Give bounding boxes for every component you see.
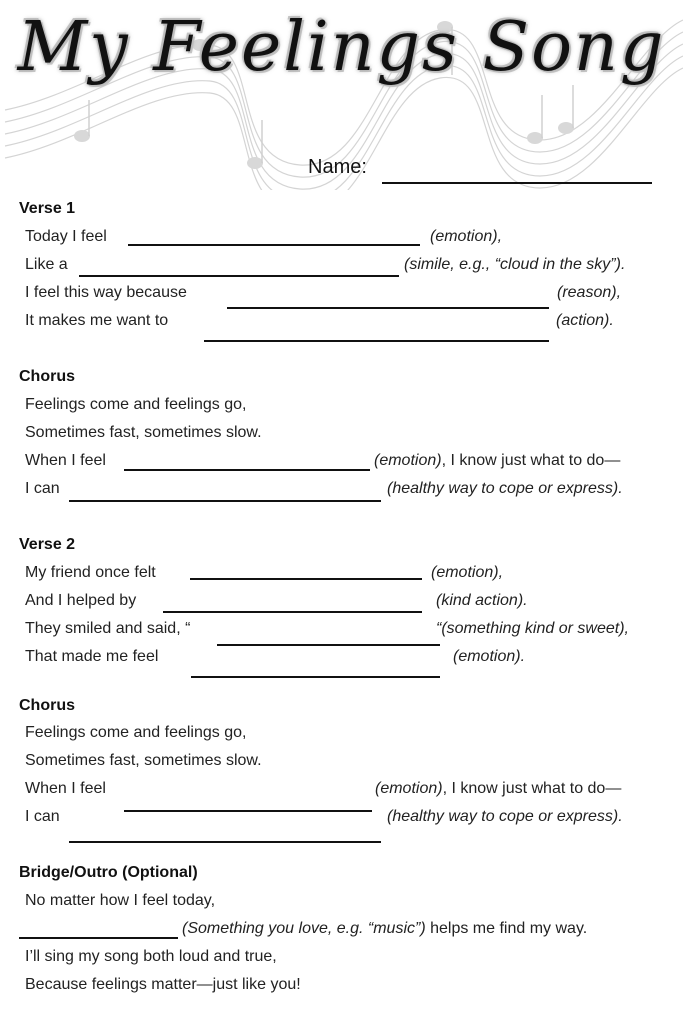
- chorus1-heading: Chorus: [19, 368, 75, 385]
- verse1-line4-hint: (action).: [556, 312, 614, 329]
- chorus1-line4-prefix: I can: [25, 480, 60, 497]
- verse2-line1-prefix: My friend once felt: [25, 564, 156, 581]
- bridge-line4: Because feelings matter—just like you!: [25, 976, 301, 993]
- verse2-kind-action-blank[interactable]: [163, 611, 422, 613]
- verse2-feel-blank[interactable]: [191, 676, 440, 678]
- verse2-line1-hint: (emotion),: [431, 564, 504, 581]
- chorus2-cope-blank[interactable]: [69, 841, 381, 843]
- chorus1-line4-hint: (healthy way to cope or express).: [387, 480, 623, 497]
- verse1-line2-hint: (simile, e.g., “cloud in the sky”).: [404, 256, 626, 273]
- chorus1-line3-suffix: , I know just what to do—: [441, 452, 621, 469]
- verse1-line1-prefix: Today I feel: [25, 228, 107, 245]
- chorus2-line4-hint: (healthy way to cope or express).: [387, 808, 623, 825]
- bridge-line2-suffix: helps me find my way.: [425, 920, 588, 937]
- header: [0, 0, 683, 190]
- bridge-something-blank[interactable]: [19, 937, 178, 939]
- verse2-line2-hint: (kind action).: [436, 592, 528, 609]
- page-title: My Feelings Song: [17, 8, 666, 87]
- chorus1-line3-prefix: When I feel: [25, 452, 106, 469]
- verse1-line3-hint: (reason),: [557, 284, 622, 301]
- bridge-line3: I’ll sing my song both loud and true,: [25, 948, 277, 965]
- verse1-line2-prefix: Like a: [25, 256, 68, 273]
- chorus2-line3-prefix: When I feel: [25, 780, 106, 797]
- verse1-line1-hint: (emotion),: [430, 228, 503, 245]
- verse2-line3-prefix: They smiled and said, “: [25, 620, 191, 637]
- chorus2-line3-suffix: , I know just what to do—: [442, 780, 622, 797]
- name-label: Name:: [308, 156, 367, 178]
- verse1-reason-blank[interactable]: [227, 307, 549, 309]
- bridge-line2-hint: (Something you love, e.g. “music”): [182, 920, 426, 937]
- verse1-emotion-blank[interactable]: [128, 244, 420, 246]
- chorus1-cope-blank[interactable]: [69, 500, 381, 502]
- chorus1-line1: Feelings come and feelings go,: [25, 396, 247, 413]
- verse2-line2-prefix: And I helped by: [25, 592, 137, 609]
- verse2-heading: Verse 2: [19, 536, 76, 553]
- chorus1-line2: Sometimes fast, sometimes slow.: [25, 424, 262, 441]
- verse2-emotion-blank[interactable]: [190, 578, 422, 580]
- verse2-line4-prefix: That made me feel: [25, 648, 159, 665]
- bridge-heading: Bridge/Outro (Optional): [19, 864, 198, 881]
- name-field[interactable]: [382, 182, 652, 184]
- chorus2-line1: Feelings come and feelings go,: [25, 724, 247, 741]
- verse1-action-blank[interactable]: [204, 340, 549, 342]
- bridge-line1: No matter how I feel today,: [25, 892, 216, 909]
- chorus1-emotion-blank[interactable]: [124, 469, 370, 471]
- chorus2-heading: Chorus: [19, 697, 75, 714]
- verse2-line3-hint: “(something kind or sweet),: [436, 620, 629, 637]
- bridge-line2-rest: [182, 920, 587, 938]
- chorus2-line3-rest: [375, 780, 621, 798]
- verse1-line4-prefix: It makes me want to: [25, 312, 169, 329]
- chorus2-line4-prefix: I can: [25, 808, 60, 825]
- verse2-line4-hint: (emotion).: [453, 648, 526, 665]
- verse2-said-blank[interactable]: [217, 644, 440, 646]
- chorus2-emotion-blank[interactable]: [124, 810, 372, 812]
- chorus1-line3-rest: [374, 452, 620, 470]
- chorus1-line3-hint: (emotion): [374, 452, 442, 469]
- verse1-heading: Verse 1: [19, 200, 76, 217]
- verse1-simile-blank[interactable]: [79, 275, 399, 277]
- chorus2-line2: Sometimes fast, sometimes slow.: [25, 752, 262, 769]
- chorus2-line3-hint: (emotion): [375, 780, 443, 797]
- verse1-line3-prefix: I feel this way because: [25, 284, 187, 301]
